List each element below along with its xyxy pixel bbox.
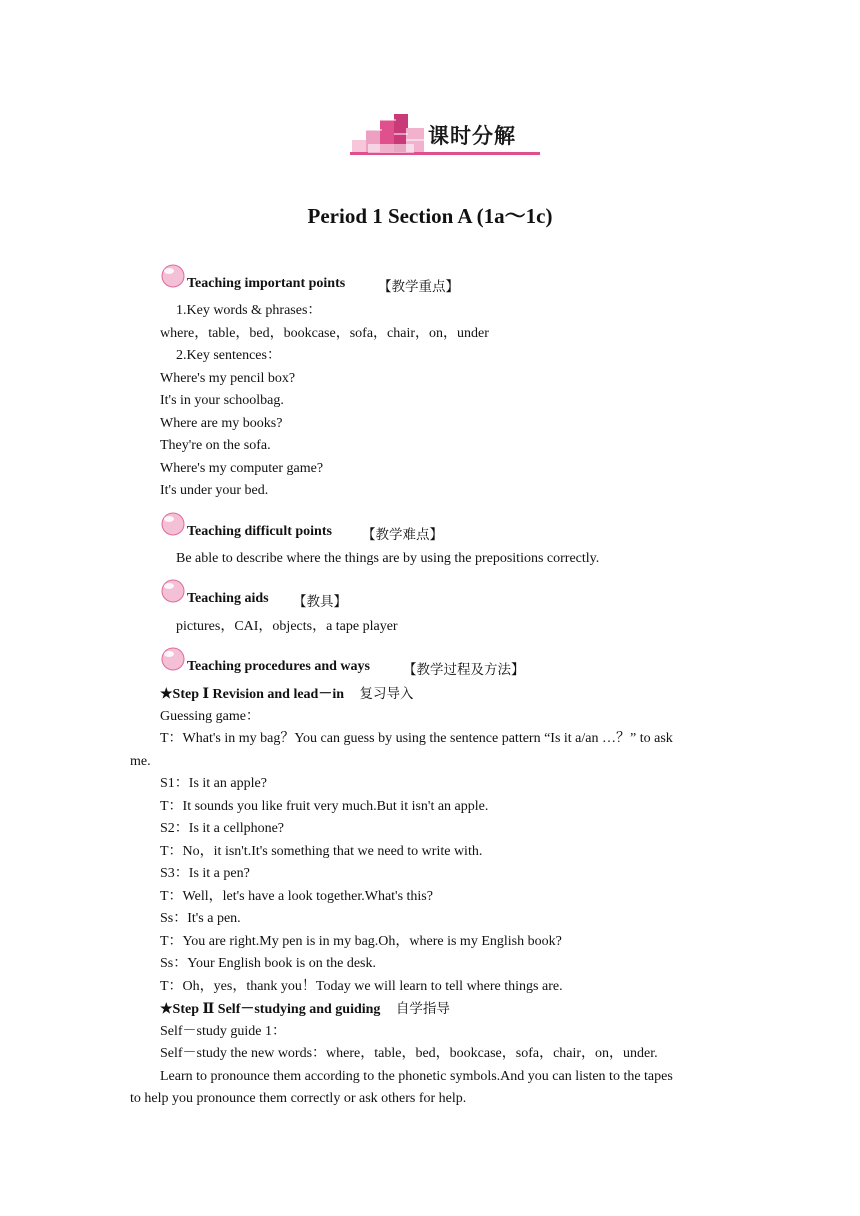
guessing-label: Guessing game：: [160, 709, 260, 724]
dialog-line: T：You are right.My pen is in my bag.Oh，where is my English book?: [160, 934, 562, 949]
banner-label: 课时分解: [428, 124, 516, 148]
section-banner: [348, 112, 544, 168]
heading-en: Teaching procedures and ways: [187, 659, 370, 674]
heading-cn: 【教学重点】: [378, 279, 459, 295]
heading-cn: 【教学难点】: [362, 527, 443, 543]
bubble-bullet-icon: [160, 577, 188, 605]
sentence-line: It's in your schoolbag.: [160, 393, 284, 408]
teacher-line: T：What's in my bag？You can guess by using the sentence pattern “Is it a/an …？” to ask: [160, 731, 673, 746]
step-1-cn: 复习导入: [359, 686, 414, 702]
heading-en: Teaching difficult points: [187, 524, 332, 539]
sentence-line: They're on the sofa.: [160, 438, 271, 453]
dialog-line: T：Well，let's have a look together.What's this?: [160, 889, 433, 904]
heading-cn: 【教学过程及方法】: [403, 662, 525, 678]
dialog-line: S3：Is it a pen?: [160, 866, 250, 881]
dialog-line: S2：Is it a cellphone?: [160, 821, 285, 836]
heading-en: Teaching aids: [187, 591, 269, 606]
key-sentences-label: 2.Key sentences：: [176, 348, 281, 363]
self-study-guide-label: Self－study guide 1：: [160, 1024, 286, 1039]
dialog-line: Ss：It's a pen.: [160, 911, 241, 926]
step-2-en: ★Step Ⅱ Self－studying and guiding: [160, 1002, 381, 1017]
difficult-text: Be able to describe where the things are by using the prepositions correctly.: [176, 551, 600, 566]
dialog-line: Ss：Your English book is on the desk.: [160, 956, 376, 971]
page-title: Period 1 Section A (1a～1c): [307, 204, 553, 228]
self-study-guide-text: Self－study the new words：where，table，bed，bookcase，sofa，chair，on，under.: [160, 1046, 658, 1061]
teacher-line-cont: me.: [130, 754, 151, 769]
sentence-line: Where are my books?: [160, 416, 283, 431]
heading-cn: 【教具】: [293, 594, 347, 610]
sentence-line: Where's my computer game?: [160, 461, 324, 476]
step-1-title: [160, 685, 414, 704]
bubble-bullet-icon: [160, 510, 188, 538]
heading-en: Teaching important points: [187, 276, 346, 291]
sentence-line: It's under your bed.: [160, 483, 269, 498]
step-2-title: [160, 1000, 450, 1019]
key-words-list: where，table，bed，bookcase，sofa，chair，on，under: [160, 326, 489, 341]
aids-text: pictures，CAI，objects，a tape player: [176, 619, 398, 634]
bubble-bullet-icon: [160, 645, 188, 673]
learn-line-cont: to help you pronounce them correctly or ask others for help.: [130, 1091, 467, 1106]
key-words-label: 1.Key words & phrases：: [176, 303, 322, 318]
sentence-line: Where's my pencil box?: [160, 371, 296, 386]
step-1-en: ★Step Ⅰ Revision and lead－in: [160, 687, 345, 702]
dialog-line: T：Oh，yes，thank you！Today we will learn to tell where things are.: [160, 979, 563, 994]
step-2-cn: 自学指导: [395, 1001, 450, 1017]
dialog-line: T：No，it isn't.It's something that we need to write with.: [160, 844, 483, 859]
dialog-line: T：It sounds you like fruit very much.But it isn't an apple.: [160, 799, 489, 814]
bubble-bullet-icon: [160, 262, 188, 290]
learn-line: Learn to pronounce them according to the phonetic symbols.And you can listen to the tapes: [160, 1069, 673, 1084]
dialog-line: S1：Is it an apple?: [160, 776, 267, 791]
